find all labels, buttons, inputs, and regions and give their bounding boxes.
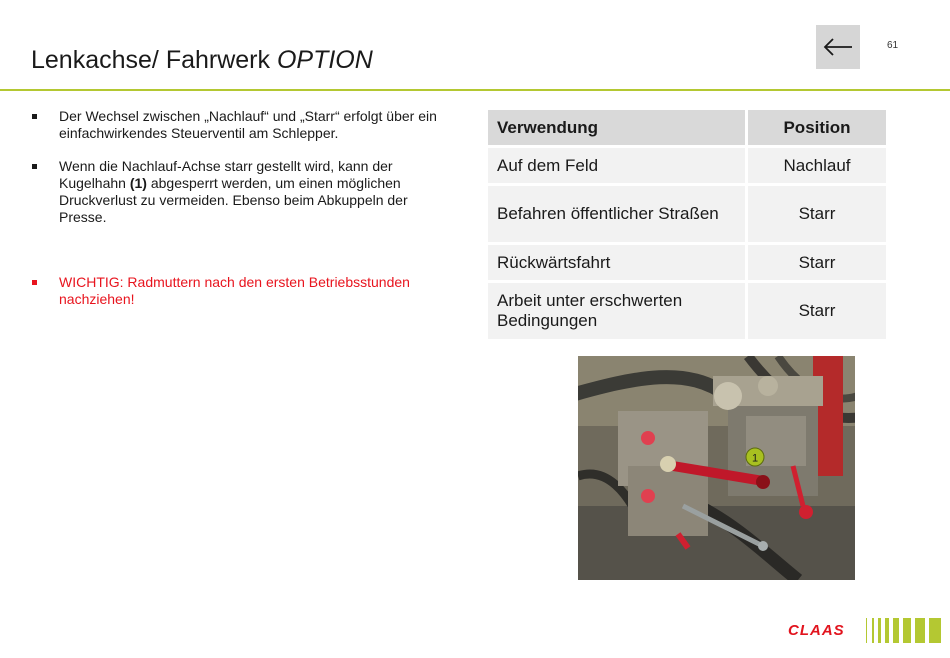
bullet-item — [31, 108, 456, 142]
page-title — [31, 46, 373, 75]
valve-illustration — [578, 356, 855, 580]
bullet-marker — [32, 114, 37, 119]
table-row — [488, 148, 886, 183]
usage-cell: Arbeit unter erschwerten Bedingungen — [488, 283, 745, 339]
warning-text: WICHTIG: Radmuttern nach den ersten Betriebsstunden nachziehen! — [59, 274, 410, 307]
valve-photo — [578, 356, 855, 580]
bullet-list — [31, 108, 456, 308]
bullet-text-post: abgesperrt werden, um einen möglichen Druckverlust zu vermeiden. Ebenso beim Abkuppeln der Presse. — [59, 175, 408, 225]
bullet-marker — [32, 280, 37, 285]
title-main: Lenkachse/ Fahrwerk — [31, 46, 277, 74]
table-row — [488, 245, 886, 280]
position-cell: Nachlauf — [745, 148, 886, 183]
bullet-marker — [32, 164, 37, 169]
photo-marker-label: 1 — [751, 452, 759, 465]
title-divider — [0, 89, 950, 91]
title-option: OPTION — [276, 46, 373, 74]
table-row — [488, 186, 886, 242]
usage-table — [488, 107, 886, 342]
table-row — [488, 283, 886, 339]
usage-cell: Auf dem Feld — [488, 148, 745, 183]
arrow-left-icon — [822, 37, 854, 57]
usage-cell: Befahren öffentlicher Straßen — [488, 186, 745, 242]
claas-logo: CLAAS — [788, 622, 845, 639]
table-header-position: Position — [745, 110, 886, 145]
bullet-item — [31, 158, 456, 226]
position-cell: Starr — [745, 186, 886, 242]
table-header-usage: Verwendung — [488, 110, 745, 145]
warning-item — [31, 274, 456, 308]
table-header-row — [488, 110, 886, 145]
bullet-text: Der Wechsel zwischen „Nachlauf“ und „Starr“ erfolgt über ein einfachwirkendes Steuerventil am Schlepper. — [59, 108, 437, 141]
position-cell: Starr — [745, 245, 886, 280]
bullet-text-pre: Wenn die Nachlauf-Achse starr gestellt wird, kann der Kugelhahn — [59, 158, 393, 191]
usage-cell: Rückwärtsfahrt — [488, 245, 745, 280]
bullet-text-bold: (1) — [129, 175, 147, 191]
back-button[interactable] — [816, 25, 860, 69]
position-cell: Starr — [745, 283, 886, 339]
page-number: 61 — [887, 40, 899, 51]
